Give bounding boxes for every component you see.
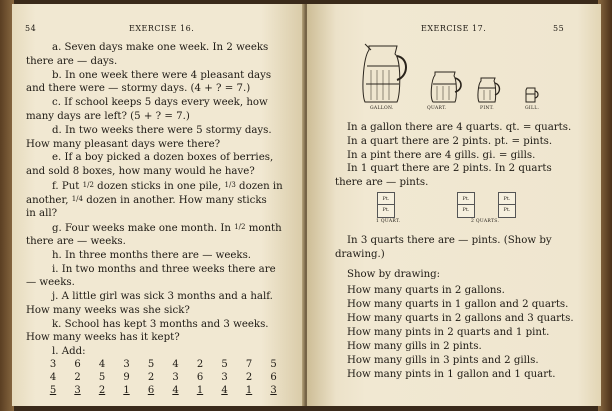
text-segment: g. Four weeks make one month. In — [52, 223, 231, 234]
fraction-half: 1/2 — [234, 223, 246, 231]
text-line: How many weeks was she sick? — [26, 305, 190, 316]
text-line: there are — weeks. — [26, 236, 126, 247]
text-line: How many pints in 2 quarts and 1 pint. — [347, 327, 550, 338]
addend-digit: 5 — [147, 359, 155, 370]
text-line: i. In two months and three weeks there are — [52, 264, 276, 275]
addend-digit: 6 — [74, 359, 81, 370]
quart-diagram-box — [498, 192, 516, 218]
left-exercise-heading: EXERCISE 16. — [129, 24, 195, 33]
text-line: a. Seven days make one week. In 2 weeks — [52, 42, 269, 53]
text-line: and sold 8 boxes, how many would he have? — [26, 166, 255, 177]
text-line: Show by drawing: — [347, 269, 441, 280]
pint-label: Pt. — [503, 196, 511, 202]
text-line: How many weeks has it kept? — [26, 332, 180, 343]
caption-gill: GILL. — [525, 106, 540, 111]
right-exercise-heading: EXERCISE 17. — [421, 24, 487, 33]
text-line: How many gills in 3 pints and 2 gills. — [347, 355, 539, 366]
addend-digit: 1 — [196, 385, 204, 396]
addend-digit: 5 — [270, 359, 277, 370]
text-line: How many quarts in 1 gallon and 2 quarts. — [347, 299, 569, 310]
right-page-number: 55 — [553, 24, 565, 33]
text-line: there are — pints. — [335, 177, 429, 188]
addend-digit: 3 — [270, 385, 277, 396]
addend-digit: 7 — [245, 359, 253, 370]
text-line: How many pints in 1 gallon and 1 quart. — [347, 369, 556, 380]
addend-digit: 4 — [221, 385, 228, 396]
addend-digit: 3 — [123, 359, 130, 370]
text-line: In a gallon there are 4 quarts. qt. = quarts. — [347, 122, 572, 133]
addend-digit: 3 — [74, 385, 81, 396]
pint-jug-icon — [478, 78, 500, 102]
addend-digit: 2 — [196, 359, 204, 370]
addend-digit: 1 — [123, 385, 130, 396]
text-line: How many quarts in 2 gallons and 3 quarts. — [347, 313, 574, 324]
text-line: j. A little girl was sick 3 months and a half. — [52, 291, 273, 302]
addend-digit: 5 — [221, 359, 228, 370]
caption-2-quarts: 2 QUARTS. — [471, 219, 500, 224]
text-line: in all? — [26, 208, 58, 219]
addend-digit: 4 — [98, 359, 106, 370]
text-line: In a quart there are 2 pints. pt. = pints. — [347, 136, 553, 147]
text-segment: f. Put — [52, 181, 80, 192]
pint-label: Pt. — [382, 196, 390, 202]
text-segment: another, — [26, 195, 69, 206]
vessels-illustration — [357, 40, 547, 106]
text-line: k. School has kept 3 months and 3 weeks. — [52, 319, 269, 330]
text-line-f2 — [26, 193, 267, 208]
text-segment: dozen in another. How many sticks — [86, 195, 267, 206]
text-line: c. If school keeps 5 days every week, how — [52, 97, 268, 108]
addend-digit: 5 — [49, 385, 57, 396]
addend-digit: 4 — [172, 359, 179, 370]
text-segment: dozen in — [239, 181, 283, 192]
text-line: How many pleasant days were there? — [26, 139, 221, 150]
addend-digit: 5 — [98, 372, 106, 383]
addend-digit: 3 — [49, 359, 57, 370]
text-line: e. If a boy picked a dozen boxes of berries, — [52, 152, 274, 163]
text-line: and there were — stormy days. (4 + ? = 7.) — [26, 83, 251, 94]
gill-jug-icon — [526, 88, 538, 102]
caption-pint: PINT. — [480, 106, 495, 111]
text-line: — weeks. — [26, 277, 75, 288]
text-line: d. In two weeks there were 5 stormy days. — [52, 125, 272, 136]
fraction-quarter: 1/4 — [71, 195, 83, 203]
pint-label: Pt. — [462, 207, 470, 213]
caption-quart: QUART. — [427, 106, 447, 111]
left-page-number: 54 — [25, 24, 37, 33]
text-line-g — [52, 221, 282, 236]
addend-digit: 1 — [245, 385, 253, 396]
text-line: b. In one week there were 4 pleasant days — [52, 70, 272, 81]
text-line: drawing.) — [335, 249, 385, 260]
left-page — [12, 4, 305, 406]
addend-digit: 2 — [147, 372, 155, 383]
text-line: h. In three months there are — weeks. — [52, 250, 252, 261]
addend-digit: 4 — [49, 372, 57, 383]
addend-digit: 6 — [270, 372, 277, 383]
text-segment: month — [248, 223, 282, 234]
addend-digit: 3 — [221, 372, 228, 383]
text-line: In 1 quart there are 2 pints. In 2 quarts — [347, 163, 552, 174]
addend-digit: 2 — [74, 372, 81, 383]
addend-digit: 2 — [98, 385, 106, 396]
addend-digit: 2 — [245, 372, 253, 383]
text-line: there are — days. — [26, 56, 118, 67]
pint-label: Pt. — [462, 196, 470, 202]
text-segment: dozen sticks in one pile, — [97, 181, 222, 192]
text-line: l. Add: — [52, 346, 86, 357]
text-line: How many gills in 2 pints. — [347, 341, 482, 352]
fraction-third: 1/3 — [224, 181, 236, 189]
text-line-f — [52, 179, 283, 194]
pint-label: Pt. — [503, 207, 511, 213]
gallon-jug-icon — [363, 44, 406, 102]
fraction-half: 1/2 — [82, 181, 94, 189]
text-line: In 3 quarts there are — pints. (Show by — [347, 235, 552, 246]
caption-1-quart: 1 QUART. — [376, 219, 401, 224]
quart-diagram-box — [377, 192, 395, 218]
quart-jug-icon — [431, 72, 461, 102]
quart-diagram-box — [457, 192, 475, 218]
pint-label: Pt. — [382, 207, 390, 213]
text-line: In a pint there are 4 gills. gi. = gills. — [347, 150, 536, 161]
right-page — [307, 4, 601, 406]
addend-digit: 3 — [172, 372, 179, 383]
text-line: many days are left? (5 + ? = 7.) — [26, 111, 190, 122]
addend-digit: 6 — [196, 372, 204, 383]
text-line: How many quarts in 2 gallons. — [347, 285, 505, 296]
caption-gallon: GALLON. — [370, 106, 394, 111]
addend-digit: 9 — [123, 372, 130, 383]
addend-digit: 4 — [172, 385, 179, 396]
addend-digit: 6 — [147, 385, 155, 396]
